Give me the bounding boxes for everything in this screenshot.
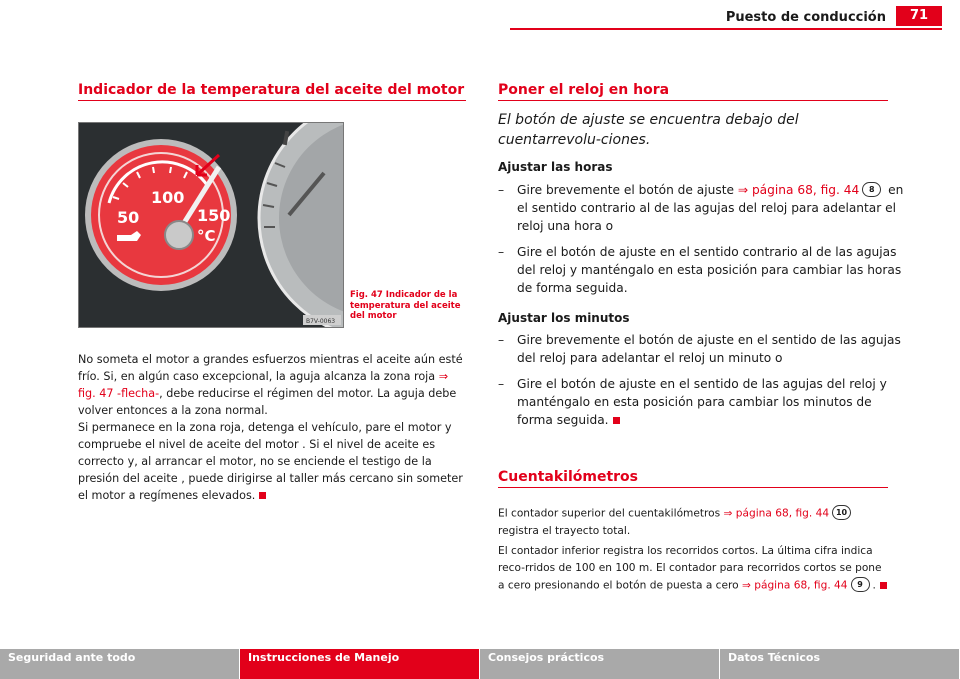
callout-badge-9: 9 [851,577,870,592]
section-title-clock: Poner el reloj en hora [498,82,670,98]
figure-image-code: B7V-0063 [306,318,336,325]
oil-gauge-illustration [79,123,343,327]
figure-oil-temperature-gauge [78,122,344,328]
bullet-hours-2: – Gire el botón de ajuste en el sentido contrario al de las agujas del reloj y manténgalo en esta posición para cambiar las horas de forma seguida. [498,245,902,295]
section-title-odometer: Cuentakilómetros [498,469,638,485]
clock-intro: El botón de ajuste se encuentra debajo del cuentarrevolu-ciones. [498,112,799,148]
end-marker-icon [880,582,887,589]
paragraph-oil-2: Si permanece en la zona roja, detenga el vehículo, pare el motor y compruebe el nivel de aceite del motor . Si el nivel de aceite es correcto y, al arrancar el motor, no se enciende el testigo de la presión del aceite , puede dirigirse al taller más cercano sin someter el motor a regímenes elevados. [78,421,463,502]
bullet-hours-1: – Gire brevemente el botón de ajuste ⇒ página 68, fig. 44 8 en el sentido contrario al de las agujas del reloj para adelantar el reloj una hora o [498,183,904,233]
link-page-68-fig-44[interactable]: ⇒ página 68, fig. 44 [737,183,860,197]
callout-badge-8: 8 [862,182,881,197]
dial-label-150: 150 [197,206,231,225]
section-title-oil-temperature: Indicador de la temperatura del aceite del motor [78,82,465,98]
callout-badge-10: 10 [832,505,851,520]
paragraph-oil-1: No someta el motor a grandes esfuerzos mientras el aceite aún esté frío. Si, en algún caso excepcional, la aguja alcanza la zona roja ⇒ fig. 47 -flecha-, debe reducirse el régimen del motor. La aguja debe volver entonces a la zona normal. [78,353,463,417]
subheading-hours: Ajustar las horas [498,160,613,174]
dial-label-50: 50 [117,208,140,227]
section-rule [498,100,888,101]
link-page-68-fig-44[interactable]: ⇒ página 68, fig. 44 [742,579,848,592]
footer-nav [0,649,960,679]
bullet-minutes-2: – Gire el botón de ajuste en el sentido de las agujas del reloj y manténgalo en esta posición para cambiar los minutos de forma seguida. [498,377,887,427]
footer-item-datos-tecnicos[interactable]: Datos Técnicos [720,649,960,679]
header-rule [510,28,942,30]
page-number: 71 [896,6,942,26]
link-fig-47[interactable]: ⇒ fig. 47 -flecha- [78,370,449,400]
subheading-minutes: Ajustar los minutos [498,311,630,325]
section-rule [78,100,466,101]
footer-item-instrucciones[interactable]: Instrucciones de Manejo [240,649,480,679]
footer-item-seguridad[interactable]: Seguridad ante todo [0,649,240,679]
dial-label-unit: °C [197,227,216,245]
figure-caption: Fig. 47 Indicador de la temperatura del aceite del motor [350,290,461,322]
dial-label-100: 100 [151,188,185,207]
paragraph-odometer-2: El contador inferior registra los recorridos cortos. La última cifra indica reco-rridos de 100 en 100 m. El contador para recorridos cortos se pone a cero presionando el botón de puesta a cero ⇒ página 68, fig. 44 9 . [498,543,888,595]
paragraph-odometer-1: El contador superior del cuentakilómetros ⇒ página 68, fig. 44 10 registra el trayecto total. [498,505,888,540]
section-rule [498,487,888,488]
page-header-title: Puesto de conducción [725,10,886,25]
link-page-68-fig-44[interactable]: ⇒ página 68, fig. 44 [723,507,830,520]
bullet-minutes-1: – Gire brevemente el botón de ajuste en el sentido de las agujas del reloj para adelantar el reloj un minuto o [498,333,901,365]
end-marker-icon [613,417,620,424]
footer-item-consejos[interactable]: Consejos prácticos [480,649,720,679]
end-marker-icon [259,492,266,499]
